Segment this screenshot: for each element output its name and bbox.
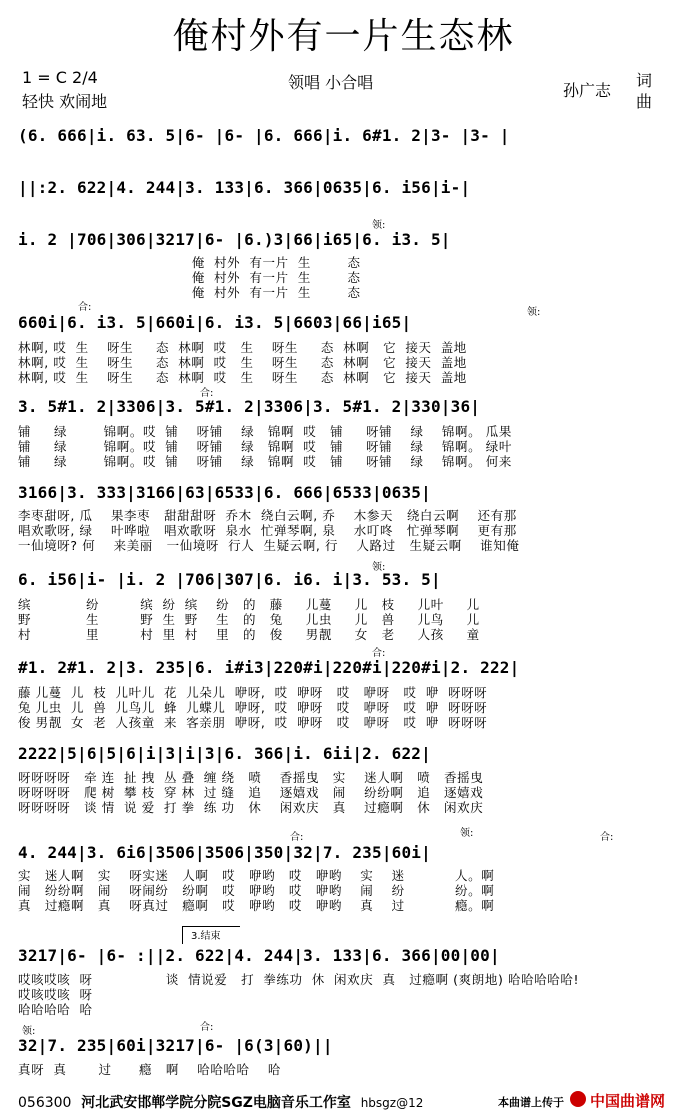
lyric-verse-3: 铺 绿 锦啊。哎 铺 呀铺 绿 锦啊 哎 铺 呀铺 绿 锦啊。 何来 — [18, 454, 513, 469]
song-title: 俺村外有一片生态林 — [172, 16, 515, 57]
part-mark: 领: — [460, 828, 474, 839]
lyric-verse-3: 林啊, 哎 生 呀生 态 林啊 哎 生 呀生 态 林啊 它 接天 盖地 — [18, 370, 467, 385]
part-mark: 合: — [200, 388, 214, 399]
notation-line-7: 6. i56|i- |i. 2 |706|307|6. i6. i|3. 53. 5| — [18, 570, 441, 589]
part-mark: 领: — [372, 562, 386, 573]
lyric-verse-3: 一仙境呀? 何 来美丽 一仙境呀 行人 生疑云啊, 行 人路过 生疑云啊 谁知俺 — [18, 538, 520, 553]
key-signature: 1 = C 2/4 — [22, 68, 98, 87]
lyric-verse-1: 李枣甜呀, 瓜 果李枣 甜甜甜呀 乔木 绕白云啊, 乔 木参天 绕白云啊 还有那 — [18, 508, 517, 523]
notation-line-10: 4. 244|3. 6i6|3506|3506|350|32|7. 235|60i| — [18, 843, 431, 862]
notation-line-5: 3. 5#1. 2|3306|3. 5#1. 2|3306|3. 5#1. 2|330|36| — [18, 397, 481, 416]
lyric-verse-3: 呀呀呀呀 谈 情 说 爱 打 拳 练 功 休 闲欢庆 真 过瘾啊 休 闲欢庆 — [18, 800, 484, 815]
lyric-verse-1: 实 迷人啊 实 呀实迷 人啊 哎 咿哟 哎 咿哟 实 迷 人。啊 — [18, 868, 495, 883]
part-mark: 合: — [600, 832, 614, 843]
lyric-verse-2: 哎咳哎咳 呀 — [18, 987, 93, 1002]
lyric-verse-3: 村 里 村 里 村 里 的 俊 男靓 女 老 人孩 童 — [18, 627, 480, 642]
lyric-verse-1: 俺 村外 有一片 生 态 — [18, 255, 361, 270]
tempo-marking: 轻快 欢闹地 — [22, 92, 108, 111]
lyric-verse-2: 野 生 野 生 野 生 的 兔 儿虫 儿 兽 儿鸟 儿 — [18, 612, 480, 627]
part-mark: 领: — [527, 307, 541, 318]
notation-line-9: 2222|5|6|5|6|i|3|i|3|6. 366|i. 6ii|2. 622| — [18, 744, 431, 763]
site-logo[interactable]: 中国曲谱网 — [590, 1092, 666, 1110]
lyric-verse-1: 林啊, 哎 生 呀生 态 林啊 哎 生 呀生 态 林啊 它 接天 盖地 — [18, 340, 467, 355]
footer-id: 056300 — [18, 1095, 72, 1111]
part-mark: 领: — [22, 1026, 36, 1037]
notation-line-1: (6. 666|i. 63. 5|6- |6- |6. 666|i. 6#1. 2|3- |3- | — [18, 126, 510, 145]
author: 孙广志 — [563, 81, 612, 100]
part-mark: 合: — [78, 302, 92, 313]
part-mark: 合: — [372, 648, 386, 659]
lyric-verse-2: 唱欢歌呀, 绿 叶哗啦 唱欢歌呀 泉水 忙弹琴啊, 泉 水叮咚 忙弹琴啊 更有那 — [18, 523, 517, 538]
singers: 领唱 小合唱 — [288, 73, 374, 92]
footer-email: hbsgz@12 — [360, 1096, 424, 1110]
notation-line-8: #1. 2#1. 2|3. 235|6. i#i3|220#i|220#i|220#i|2. 222| — [18, 658, 520, 677]
lyric-verse-2: 兔 儿虫 儿 兽 儿鸟儿 蜂 儿蝶儿 咿呀, 哎 咿呀 哎 咿呀 哎 咿 呀呀呀 — [18, 700, 488, 715]
lyric-verse-1: 呀呀呀呀 牵 连 扯 拽 丛 叠 缠 绕 喷 香摇曳 实 迷人啊 喷 香摇曳 — [18, 770, 484, 785]
lyric-verse-1: 铺 绿 锦啊。哎 铺 呀铺 绿 锦啊 哎 铺 呀铺 绿 锦啊。 瓜果 — [18, 424, 513, 439]
lyric-verse-1: 哎咳哎咳 呀 谈 情说爱 打 拳练功 休 闲欢庆 真 过瘾啊 (爽朗地) 哈哈哈哈哈! — [18, 972, 580, 987]
lyric-verse-2: 闹 纷纷啊 闹 呀闹纷 纷啊 哎 咿哟 哎 咿哟 闹 纷 纷。啊 — [18, 883, 495, 898]
notation-line-12: 32|7. 235|60i|3217|6- |6(3|60)|| — [18, 1036, 333, 1055]
notation-line-2: ||:2. 622|4. 244|3. 133|6. 366|0635|6. i56|i-| — [18, 178, 471, 197]
lyric-verse-3: 俊 男靓 女 老 人孩童 来 客亲朋 咿呀, 哎 咿呀 哎 咿呀 哎 咿 呀呀呀 — [18, 715, 488, 730]
notation-line-4: 660i|6. i3. 5|660i|6. i3. 5|6603|66|i65| — [18, 313, 412, 332]
lyric-verse-1: 缤 纷 缤 纷 缤 纷 的 藤 儿蔓 儿 枝 儿叶 儿 — [18, 597, 480, 612]
site-logo-icon — [570, 1091, 586, 1107]
lyric-verse-3: 哈哈哈哈 哈 — [18, 1002, 93, 1017]
footer-org: 河北武安邯郸学院分院SGZ电脑音乐工作室 — [81, 1095, 351, 1111]
lyric-verse-3: 真 过瘾啊 真 呀真过 瘾啊 哎 咿哟 哎 咿哟 真 过 瘾。啊 — [18, 898, 495, 913]
part-mark: 领: — [372, 220, 386, 231]
part-mark: 合: — [200, 1022, 214, 1033]
lyric-verse-2: 呀呀呀呀 爬 树 攀 枝 穿 林 过 缝 追 逐嬉戏 闹 纷纷啊 追 逐嬉戏 — [18, 785, 484, 800]
lyric-verse-2: 林啊, 哎 生 呀生 态 林啊 哎 生 呀生 态 林啊 它 接天 盖地 — [18, 355, 467, 370]
footer-credit — [18, 1092, 423, 1112]
lyric-verse-3: 俺 村外 有一片 生 态 — [18, 285, 361, 300]
lyric-verse-1: 真呀 真 过 瘾 啊 哈哈哈哈 哈 — [18, 1062, 282, 1077]
author-role-lyrics: 词 — [636, 71, 653, 90]
ending-bracket: 3.结束 — [182, 926, 240, 944]
lyric-verse-2: 铺 绿 锦啊。哎 铺 呀铺 绿 锦啊 哎 铺 呀铺 绿 锦啊。 绿叶 — [18, 439, 513, 454]
lyric-verse-2: 俺 村外 有一片 生 态 — [18, 270, 361, 285]
upload-note: 本曲谱上传于 — [498, 1096, 564, 1109]
notation-line-6: 3166|3. 333|3166|63|6533|6. 666|6533|0635| — [18, 483, 431, 502]
author-role-music: 曲 — [636, 92, 653, 111]
lyric-verse-1: 藤 儿蔓 儿 枝 儿叶儿 花 儿朵儿 咿呀, 哎 咿呀 哎 咿呀 哎 咿 呀呀呀 — [18, 685, 488, 700]
notation-line-11: 3217|6- |6- :||2. 622|4. 244|3. 133|6. 366|00|00| — [18, 946, 500, 965]
notation-line-3: i. 2 |706|306|3217|6- |6.)3|66|i65|6. i3. 5| — [18, 230, 451, 249]
part-mark: 合: — [290, 832, 304, 843]
